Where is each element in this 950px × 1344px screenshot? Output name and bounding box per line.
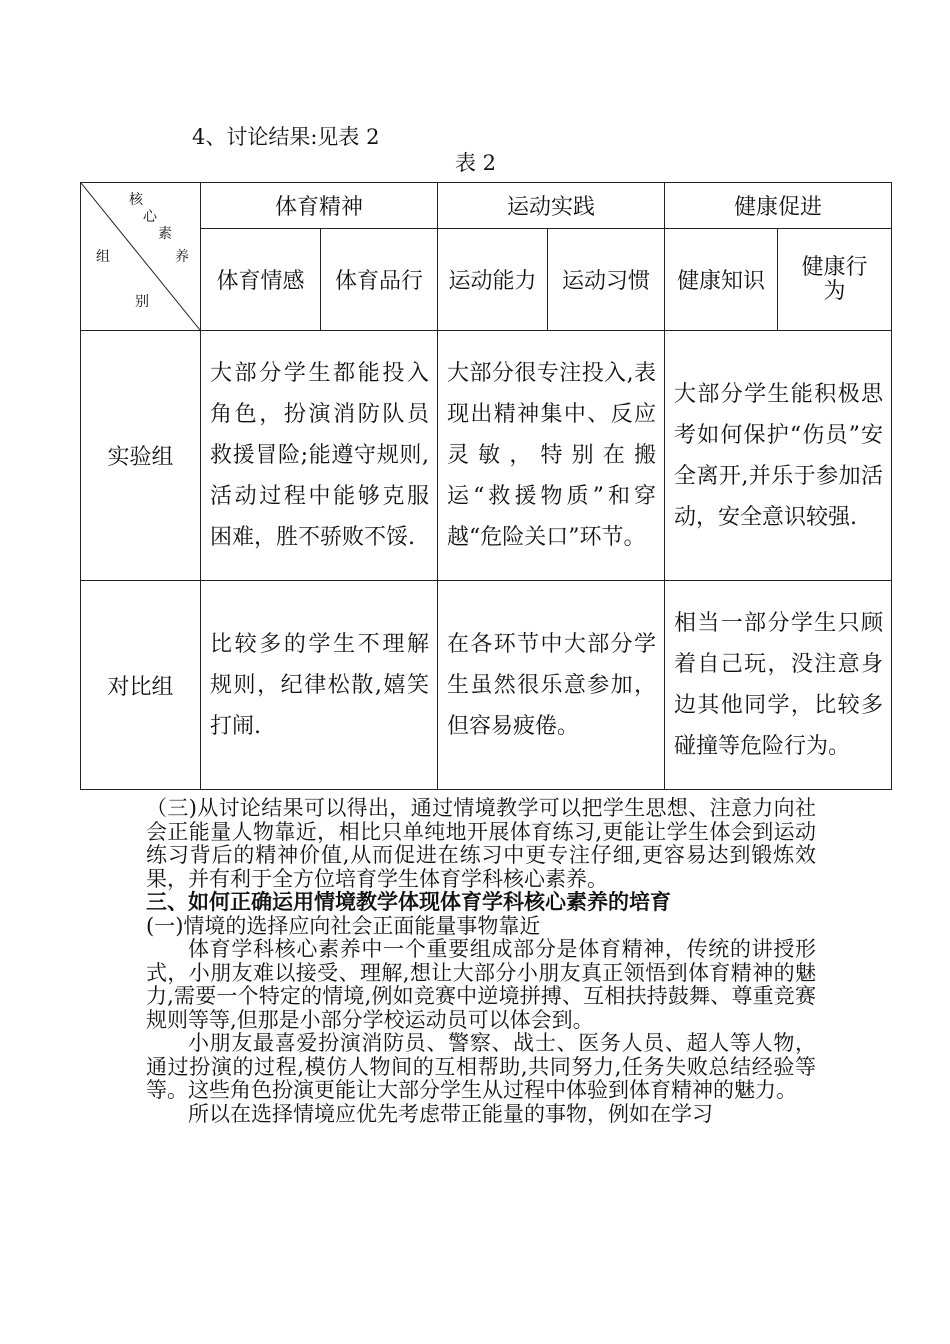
- table-caption: 表 2: [455, 151, 497, 175]
- group-header-sport-spirit: 体育精神: [201, 183, 438, 229]
- row-label-experiment: 实验组: [81, 331, 201, 581]
- paragraph: （三)从讨论结果可以得出，通过情境教学可以把学生思想、注意力向社会正能量人物靠近，相比只单纯地开展体育练习,更能让学生体会到运动练习背后的精神价值,从而促进在练习中更专注仔细,更容易达到锻炼效果，并有利于全方位培育学生体育学科核心素养。: [146, 796, 816, 891]
- table-cell: 大部分很专注投入,表现出精神集中、反应灵敏，特别在搬运“救援物质”和穿越“危险关口”环节。: [438, 331, 665, 581]
- paragraph: 体育学科核心素养中一个重要组成部分是体育精神，传统的讲授形式，小朋友难以接受、理解,想让大部分小朋友真正领悟到体育精神的魅力,需要一个特定的情境,例如竞赛中逆境拼搏、互相扶持鼓舞、尊重竞赛规则等等,但那是小部分学校运动员可以体会到。: [146, 937, 816, 1032]
- group-header-health: 健康促进: [665, 183, 892, 229]
- subheader-cell: 体育情感: [201, 229, 321, 331]
- corner-char: 核: [129, 192, 143, 208]
- subheader-cell: 健康知识: [665, 229, 778, 331]
- row-label-control: 对比组: [81, 581, 201, 790]
- corner-char: 素: [158, 226, 172, 242]
- body-text: [146, 797, 816, 1126]
- subsection-title: (一)情境的选择应向社会正面能量事物靠近: [146, 913, 541, 938]
- subheader-cell: 运动习惯: [548, 229, 665, 331]
- results-table: [80, 182, 892, 790]
- corner-char: 养: [175, 249, 189, 265]
- table-cell: 大部分学生能积极思考如何保护“伤员”安全离开,并乐于参加活动，安全意识较强.: [665, 331, 892, 581]
- table-cell: 大部分学生都能投入角色，扮演消防队员救援冒险;能遵守规则,活动过程中能够克服困难，胜不骄败不馁.: [201, 331, 438, 581]
- subheader-cell: 运动能力: [438, 229, 548, 331]
- table-cell: 相当一部分学生只顾着自己玩，没注意身边其他同学，比较多碰撞等危险行为。: [665, 581, 892, 790]
- corner-char: 别: [135, 294, 149, 310]
- group-header-sport-practice: 运动实践: [438, 183, 665, 229]
- corner-char: 组: [96, 249, 110, 265]
- paragraph: 所以在选择情境应优先考虑带正能量的事物，例如在学习: [188, 1101, 713, 1126]
- paragraph: 小朋友最喜爱扮演消防员、警察、战士、医务人员、超人等人物，通过扮演的过程,模仿人物间的互相帮助,共同努力,任务失败总结经验等等。这些角色扮演更能让大部分学生从过程中体验到体育精神的魅力。: [146, 1031, 816, 1102]
- corner-header-cell: [81, 183, 201, 331]
- subheader-cell: 健康行为: [778, 229, 892, 331]
- section-title: 三、如何正确运用情境教学体现体育学科核心素养的培育: [146, 890, 671, 914]
- section-heading: 4、讨论结果:见表 2: [192, 125, 380, 149]
- table-cell: 在各环节中大部分学生虽然很乐意参加，但容易疲倦。: [438, 581, 665, 790]
- subheader-cell: 体育品行: [321, 229, 438, 331]
- corner-char: 心: [143, 209, 157, 225]
- table-cell: 比较多的学生不理解规则，纪律松散,嬉笑打闹.: [201, 581, 438, 790]
